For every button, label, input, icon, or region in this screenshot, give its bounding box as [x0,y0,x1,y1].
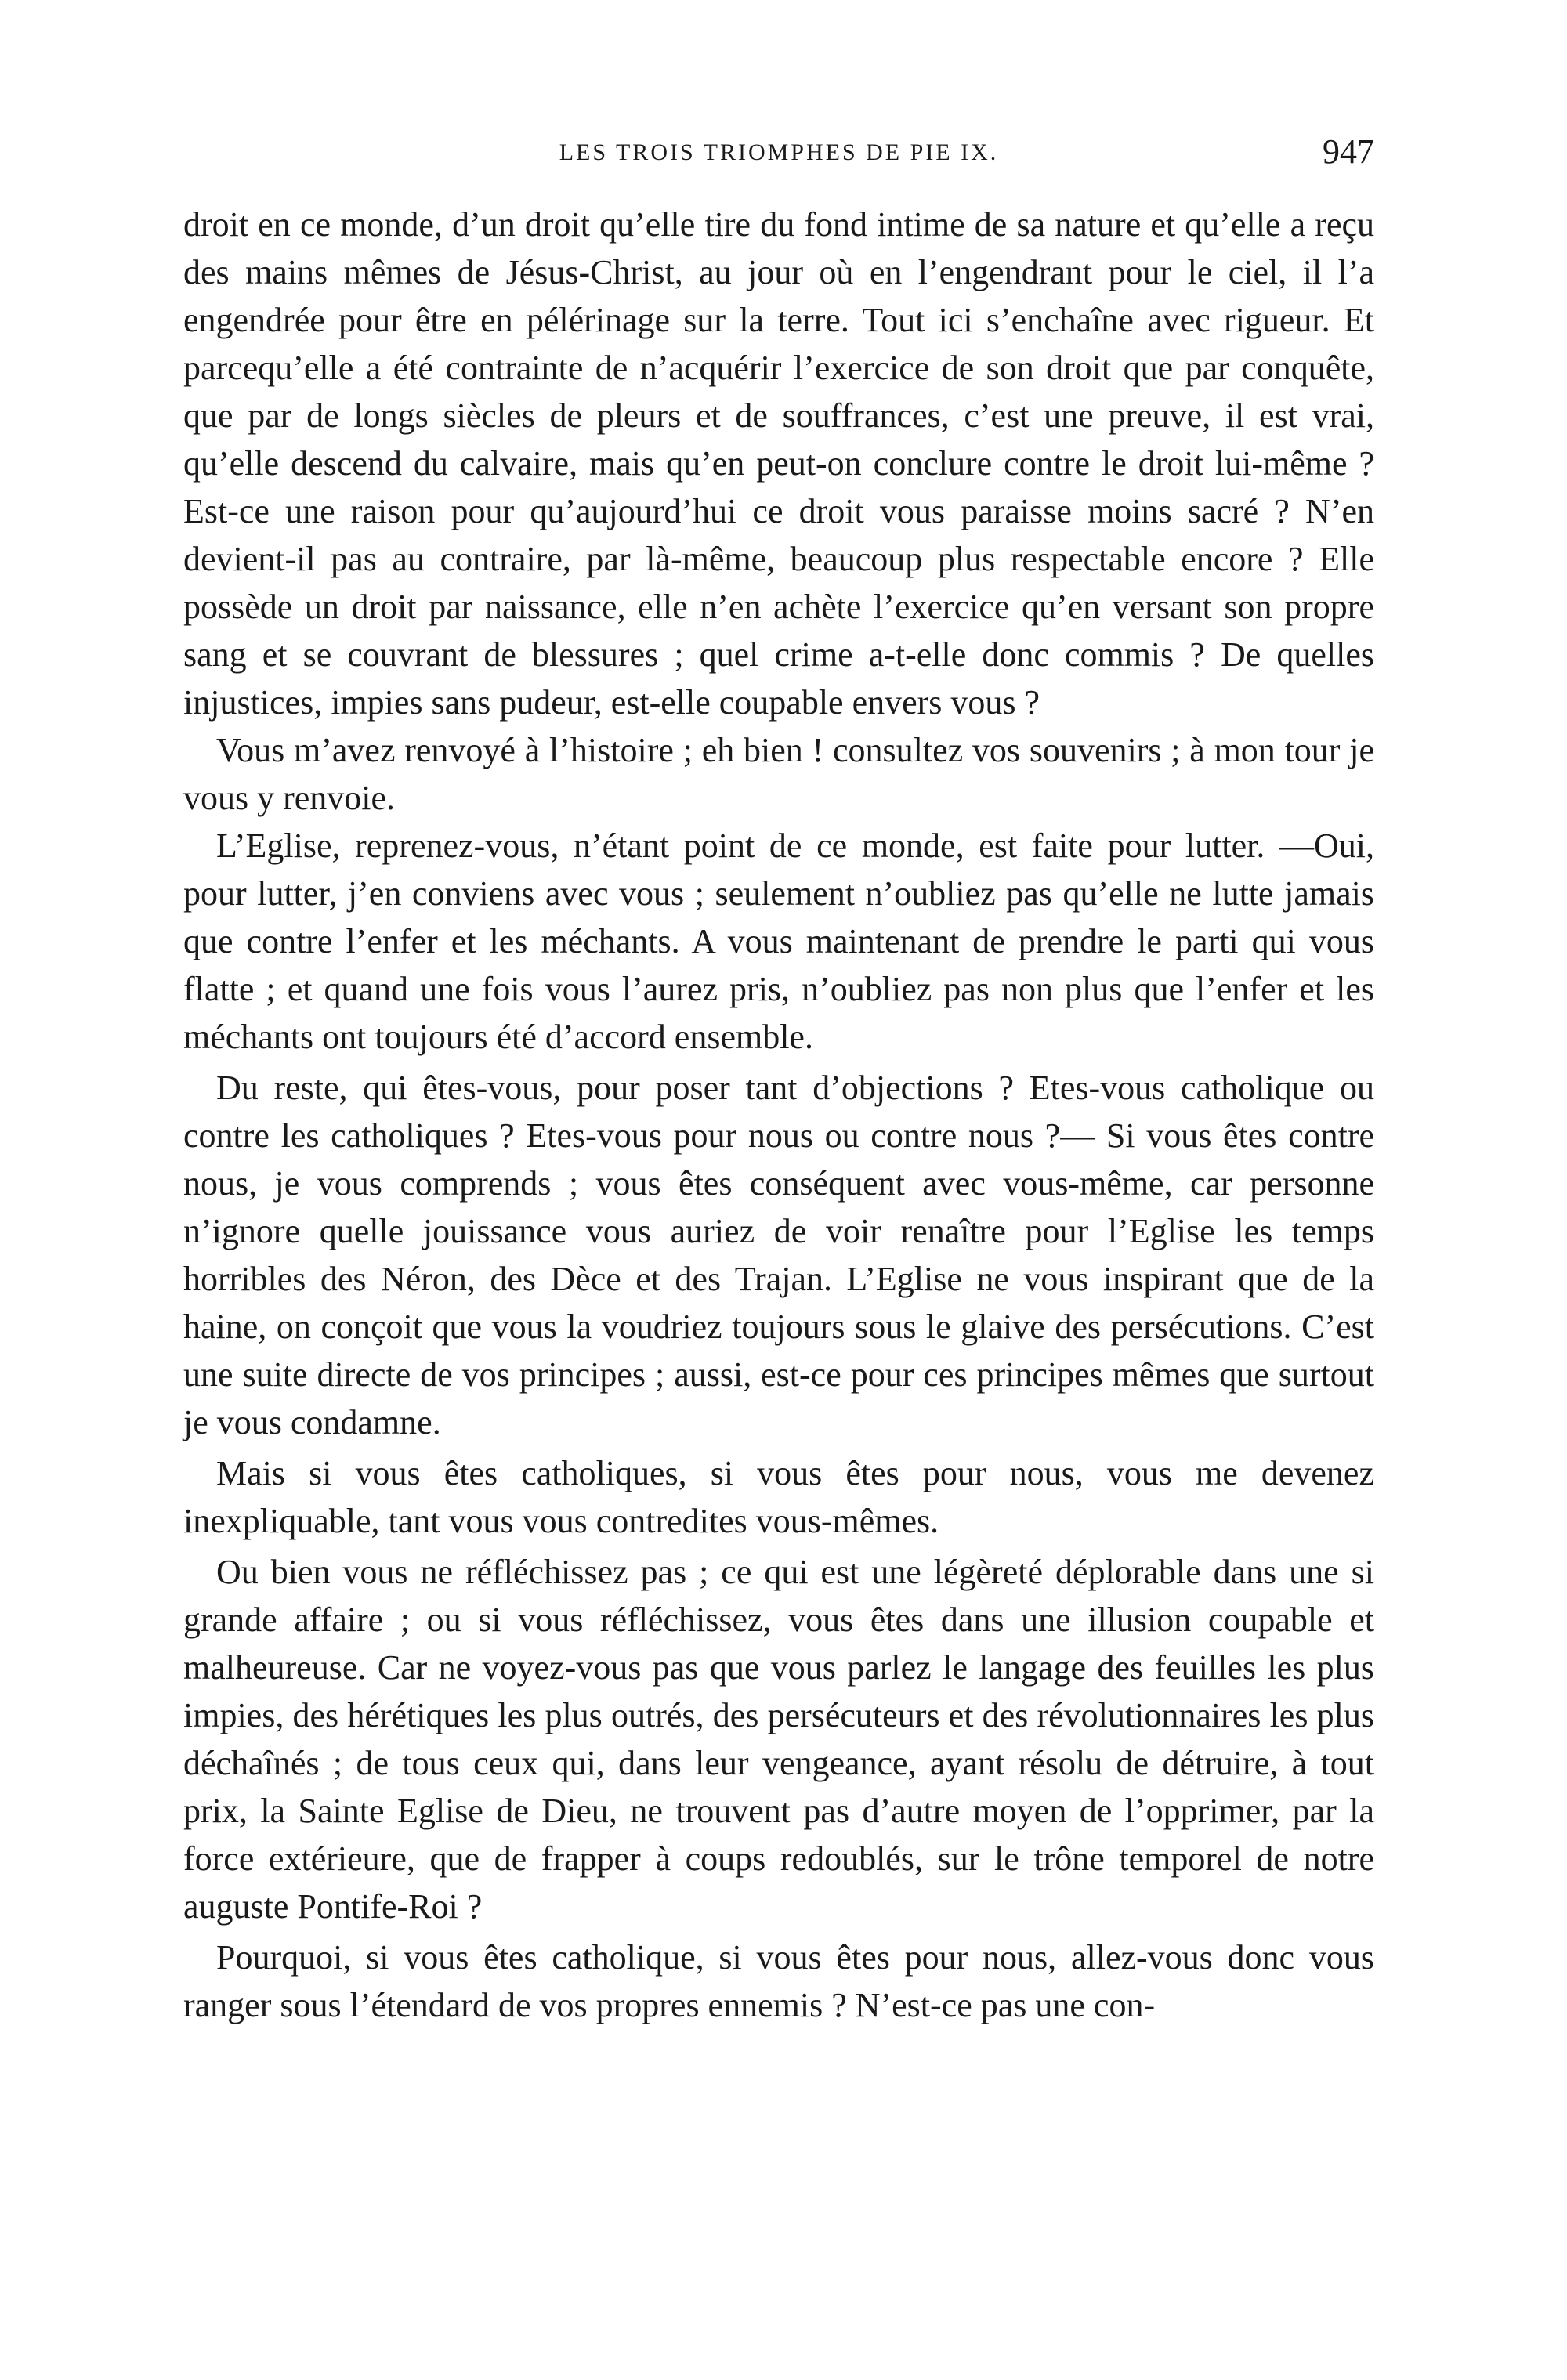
page-number: 947 [1323,132,1374,171]
running-head [183,132,1374,179]
running-title: LES TROIS TRIOMPHES DE PIE IX. [559,139,999,165]
body-text [183,201,1374,2029]
paragraph: Pourquoi, si vous êtes catholique, si vous êtes pour nous, allez-vous donc vous ranger sous l’étendard de vos propres ennemis ? N’est-ce pas une con- [183,1938,1374,2024]
paragraph: Ou bien vous ne réfléchissez pas ; ce qui est une légèreté déplorable dans une si grande affaire ; ou si vous réfléchissez, vous êtes dans une illusion coupable et malheureuse. Car ne voyez-vous pas que vous parlez le langage des feuilles les plus impies, des hérétiques les plus outrés, des persécuteurs et des révolutionnaires les plus déchaînés ; de tous ceux qui, dans leur vengeance, ayant résolu de détruire, à tout prix, la Sainte Eglise de Dieu, ne trouvent pas d’autre moyen de l’opprimer, par la force extérieure, que de frapper à coups redoublés, sur le trône temporel de notre auguste Pontife-Roi ? [183,1553,1374,1926]
paragraph: Du reste, qui êtes-vous, pour poser tant d’objections ? Etes-vous catholique ou contre les catholiques ? Etes-vous pour nous ou contre nous ?— Si vous êtes contre nous, je vous comprends ; vous êtes conséquent avec vous-même, car personne n’ignore quelle jouissance vous auriez de voir renaître pour l’Eglise les temps horribles des Néron, des Dèce et des Trajan. L’Eglise ne vous inspirant que de la haine, on conçoit que vous la voudriez toujours sous le glaive des persécutions. C’est une suite directe de vos principes ; aussi, est-ce pour ces principes mêmes que surtout je vous condamne. [183,1069,1374,1441]
paragraph: Mais si vous êtes catholiques, si vous êtes pour nous, vous me devenez inexpliquable, tant vous vous contredites vous-mêmes. [183,1454,1374,1540]
paragraph-continuation: droit en ce monde, d’un droit qu’elle tire du fond intime de sa nature et qu’elle a reçu des mains mêmes de Jésus-Christ, au jour où en l’engendrant pour le ciel, il l’a engendrée pour être en pélérinage sur la terre. Tout ici s’enchaîne avec rigueur. Et parcequ’elle a été contrainte de n’acquérir l’exercice de son droit que par conquête, que par de longs siècles de pleurs et de souffrances, c’est une preuve, il est vrai, qu’elle descend du calvaire, mais qu’en peut-on conclure contre le droit lui-même ? Est-ce une raison pour qu’aujourd’hui ce droit vous paraisse moins sacré ? N’en devient-il pas au contraire, par là-même, beaucoup plus respectable encore ? Elle possède un droit par naissance, elle n’en achète l’exercice qu’en versant son propre sang et se couvrant de blessures ; quel crime a-t-elle donc commis ? De quelles injustices, impies sans pudeur, est-elle coupable envers vous ? [183,205,1374,722]
paragraph: L’Eglise, reprenez-vous, n’étant point de ce monde, est faite pour lutter. —Oui, pour lutter, j’en conviens avec vous ; seulement n’oubliez pas qu’elle ne lutte jamais que contre l’enfer et les méchants. A vous maintenant de prendre le parti qui vous flatte ; et quand une fois vous l’aurez pris, n’oubliez pas non plus que l’enfer et les méchants ont toujours été d’accord ensemble. [183,826,1374,1056]
paragraph: Vous m’avez renvoyé à l’histoire ; eh bien ! consultez vos souvenirs ; à mon tour je vous y renvoie. [183,731,1374,817]
